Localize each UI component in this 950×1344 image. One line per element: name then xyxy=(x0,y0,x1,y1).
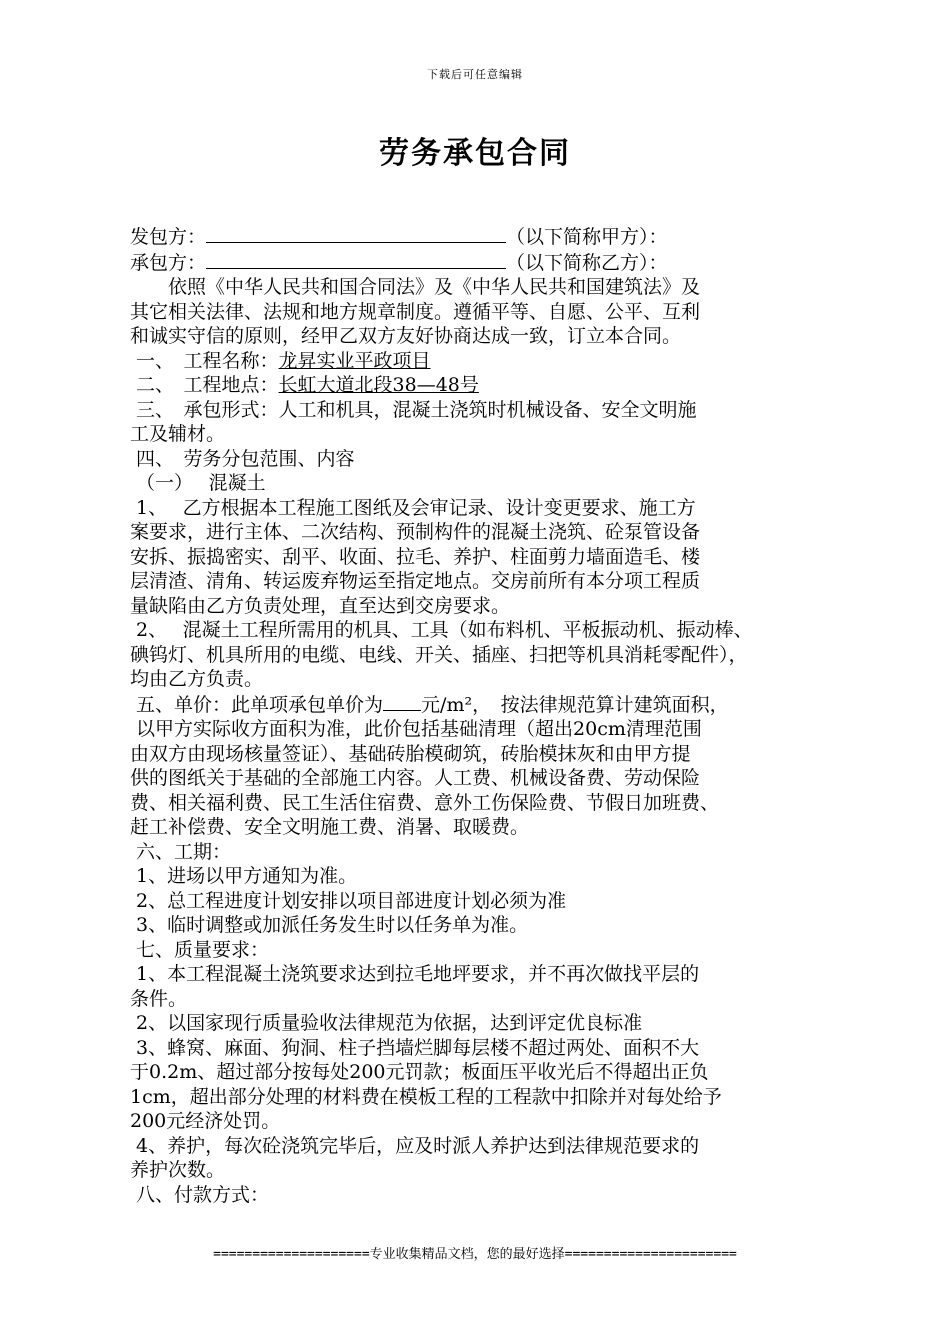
contract-body xyxy=(130,224,870,1207)
party-a-suffix: （以下简称甲方）： xyxy=(506,226,668,248)
section-5-line: 由双方由现场核量签证）、基础砖胎模砌筑，砖胎模抹灰和由甲方提 xyxy=(130,742,691,765)
clause-4-1-line: 案要求，进行主体、二次结构、预制构件的混凝土浇筑、砼泵管设备 xyxy=(130,521,701,543)
section-7-line: 1cm，超出部分处理的材料费在模板工程的工程款中扣除并对每处给予 xyxy=(130,1085,722,1108)
section-2-label: 二、 工程地点： xyxy=(130,374,279,396)
section-7-line: 于0.2m、超过部分按每处200元罚款；板面压平收光后不得超出正负 xyxy=(130,1061,709,1083)
party-b-blank xyxy=(206,250,506,269)
section-7-line: 养护次数。 xyxy=(130,1159,226,1181)
section-5-line: 赶工补偿费、安全文明施工费、消暑、取暖费。 xyxy=(130,816,530,838)
section-7-line: 条件。 xyxy=(130,987,188,1010)
intro-line: 和诚实守信的原则，经甲乙双方友好协商达成一致，订立本合同。 xyxy=(130,325,682,347)
intro-line: 其它相关法律、法规和地方规章制度。遵循平等、自愿、公平、互利 xyxy=(130,300,701,323)
clause-4-1-line: 1、 乙方根据本工程施工图纸及会审记录、设计变更要求、施工方 xyxy=(130,496,696,519)
section-5-line xyxy=(130,692,870,718)
party-b-suffix: （以下简称乙方）： xyxy=(506,251,668,274)
section-6-line: 六、工期： xyxy=(130,840,232,863)
unit-price-label: 五、单价：此单项承包单价为 xyxy=(130,693,384,716)
clause-4-1-line: 安拆、振捣密实、刮平、收面、拉毛、养护、柱面剪力墙面造毛、楼 xyxy=(130,545,701,568)
section-1-label: 一、 工程名称： xyxy=(130,349,279,372)
party-b-label: 承包方： xyxy=(130,251,207,274)
section-4-heading: 四、 劳务分包范围、内容 xyxy=(130,447,355,470)
document-title: 劳务承包合同 xyxy=(379,136,571,171)
footer-banner: ====================专业收集精品文档，您的最好选择====================== xyxy=(213,1247,737,1262)
section-8-heading: 八、付款方式： xyxy=(130,1183,270,1206)
header-note: 下载后可任意编辑 xyxy=(427,68,523,81)
section-6-line: 1、进场以甲方通知为准。 xyxy=(130,865,358,887)
project-name: 龙昇实业平政项目 xyxy=(278,349,431,372)
project-location: 长虹大道北段38—48号 xyxy=(278,374,479,396)
party-b-line xyxy=(130,250,870,276)
section-3-line: 工及辅材。 xyxy=(130,423,226,445)
section-5-line: 供的图纸关于基础的全部施工内容。人工费、机械设备费、劳动保险 xyxy=(130,767,701,789)
section-4-subheading: （一） 混凝土 xyxy=(130,472,266,494)
clause-4-2-line: 2、 混凝土工程所需用的机具、工具（如布料机、平板振动机、振动棒、 xyxy=(130,619,753,641)
unit-price-unit: 元/m²， 按法律规范算计建筑面积， xyxy=(421,693,729,716)
clause-4-1-line: 量缺陷由乙方负责处理，直至达到交房要求。 xyxy=(130,594,511,617)
section-7-line: 2、以国家现行质量验收法律规范为依据，达到评定优良标准 xyxy=(130,1012,643,1034)
unit-price-blank xyxy=(383,692,421,711)
clause-4-2-line: 均由乙方负责。 xyxy=(130,668,264,690)
section-5-line: 费、相关福利费、民工生活住宿费、意外工伤保险费、节假日加班费、 xyxy=(130,791,720,814)
party-a-label: 发包方： xyxy=(130,226,207,248)
party-a-blank xyxy=(206,224,506,243)
section-6-line: 3、临时调整或加派任务发生时以任务单为准。 xyxy=(130,914,529,936)
section-7-line: 200元经济处罚。 xyxy=(130,1110,281,1132)
section-6-line: 2、总工程进度计划安排以项目部进度计划必须为准 xyxy=(130,889,567,912)
section-2 xyxy=(130,373,870,398)
section-5-line: 以甲方实际收方面积为准，此价包括基础清理（超出20cm清理范围 xyxy=(130,718,702,740)
section-7-line: 七、质量要求： xyxy=(130,938,270,961)
clause-4-2-line: 碘钨灯、机具所用的电缆、电线、开关、插座、扫把等机具消耗零配件）， xyxy=(130,643,748,666)
clause-4-1-line: 层清渣、清角、转运废弃物运至指定地点。交房前所有本分项工程质 xyxy=(130,570,701,592)
section-7-line: 1、本工程混凝土浇筑要求达到拉毛地坪要求，并不再次做找平层的 xyxy=(130,963,700,985)
section-7-line: 4、养护，每次砼浇筑完毕后，应及时派人养护达到法律规范要求的 xyxy=(130,1134,700,1157)
party-a-line xyxy=(130,224,870,250)
section-3-line: 三、 承包形式：人工和机具，混凝土浇筑时机械设备、安全文明施 xyxy=(130,398,697,421)
intro-line: 依照《中华人民共和国合同法》及《中华人民共和国建筑法》及 xyxy=(130,276,701,298)
section-7-line: 3、蜂窝、麻面、狗洞、柱子挡墙烂脚每层楼不超过两处、面积不大 xyxy=(130,1036,700,1059)
section-1 xyxy=(130,349,870,374)
